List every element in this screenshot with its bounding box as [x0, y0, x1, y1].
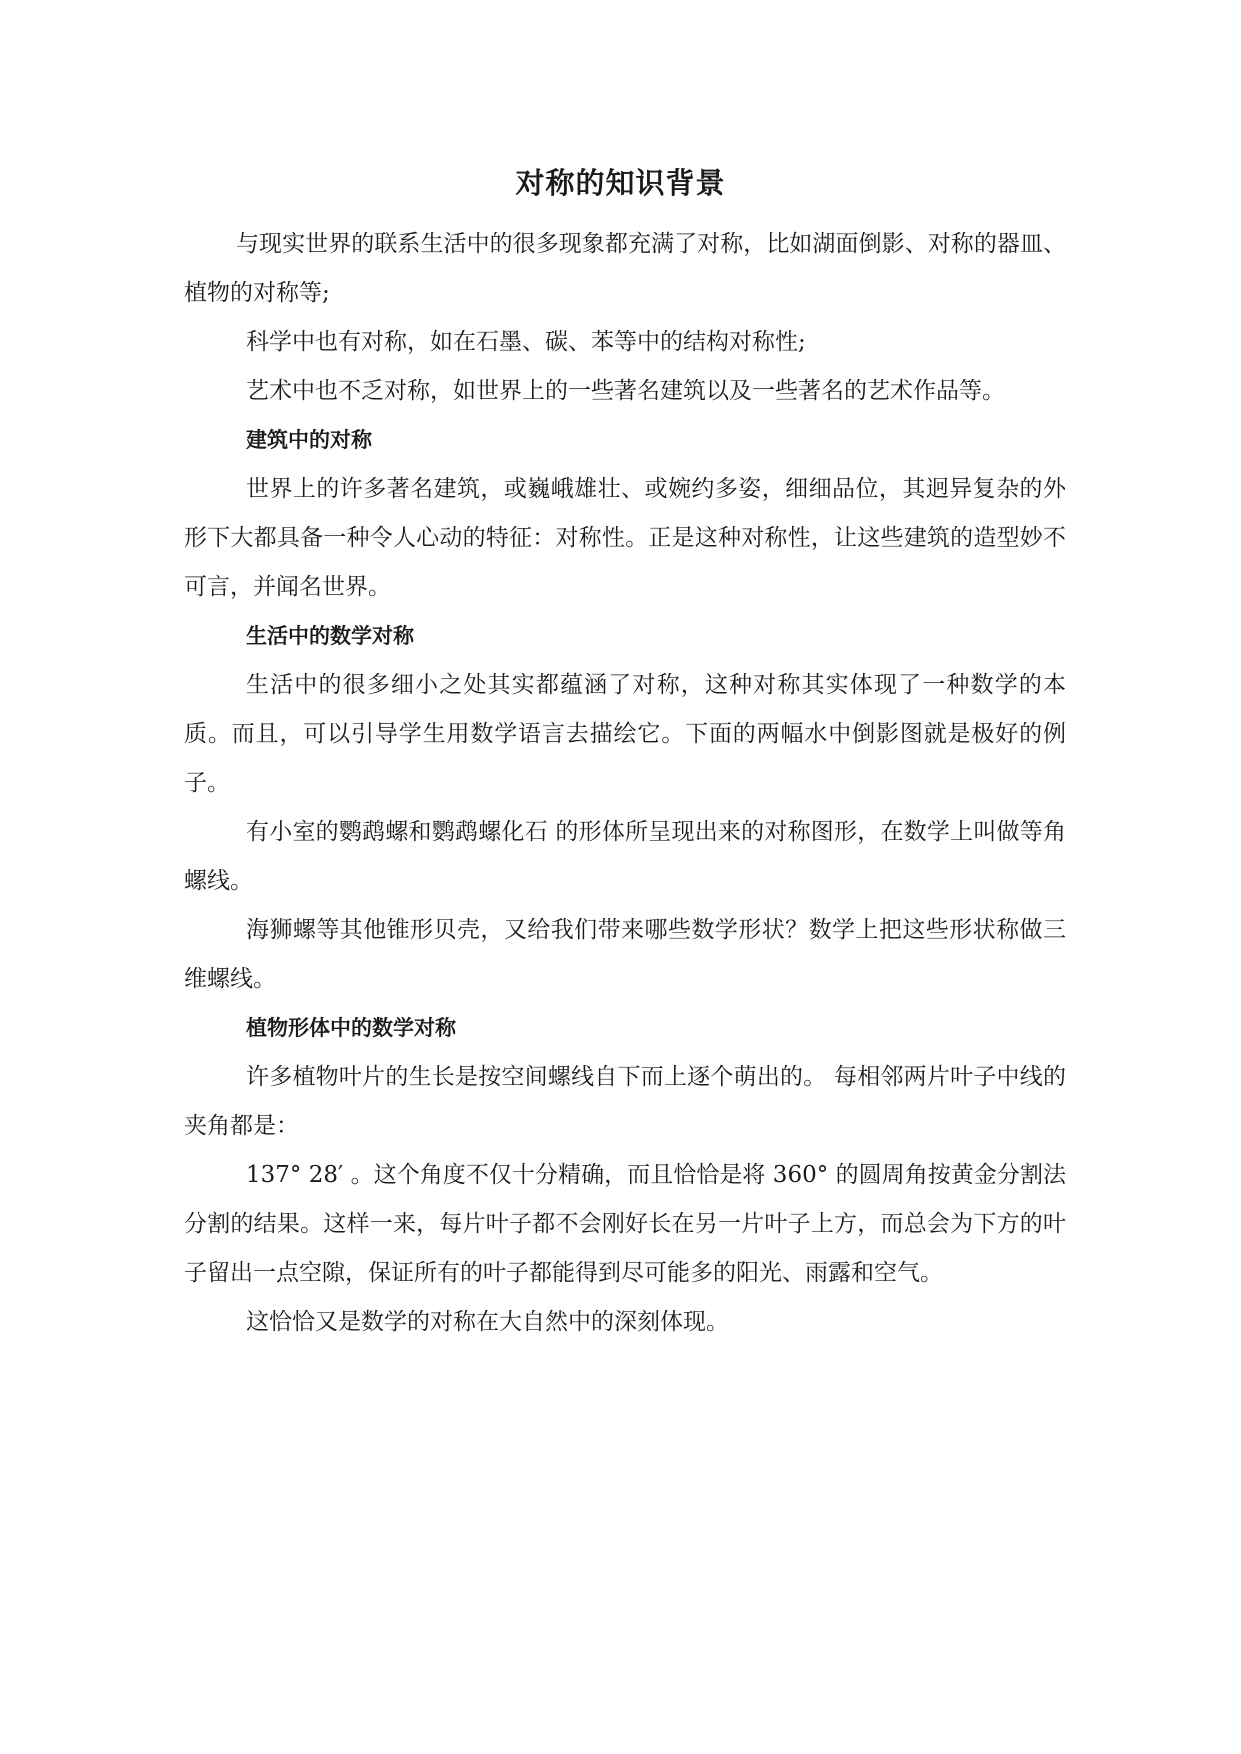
science-paragraph: 科学中也有对称，如在石墨、碳、苯等中的结构对称性;	[246, 329, 806, 355]
conclusion-paragraph: 这恰恰又是数学的对称在大自然中的深刻体现。	[246, 1309, 729, 1335]
intro-paragraph: 与现实世界的联系生活中的很多现象都充满了对称，比如湖面倒影、对称的器皿、植物的对称等;	[184, 231, 1066, 306]
architecture-paragraph: 世界上的许多著名建筑，或巍峨雄壮、或婉约多姿，细细品位，其迥异复杂的外形下大都具备一种令人心动的特征：对称性。正是这种对称性，让这些建筑的造型妙不可言，并闻名世界。	[184, 476, 1066, 600]
golden-angle-paragraph: 137° 28′ 。这个角度不仅十分精确，而且恰恰是将 360° 的圆周角按黄金分割法分割的结果。这样一来，每片叶子都不会刚好长在另一片叶子上方，而总会为下方的叶子留出一点空隙，保证所有的叶子都能得到尽可能多的阳光、雨露和空气。	[184, 1162, 1066, 1286]
section-heading-daily-life: 生活中的数学对称	[246, 624, 414, 648]
section-heading-architecture: 建筑中的对称	[246, 428, 372, 452]
leaf-growth-paragraph: 许多植物叶片的生长是按空间螺线自下而上逐个萌出的。 每相邻两片叶子中线的夹角都是：	[184, 1064, 1066, 1139]
document-body	[184, 220, 1066, 1347]
document-title: 对称的知识背景	[515, 166, 726, 200]
daily-life-paragraph: 生活中的很多细小之处其实都蕴涵了对称，这种对称其实体现了一种数学的本质。而且，可以引导学生用数学语言去描绘它。下面的两幅水中倒影图就是极好的例子。	[184, 672, 1066, 796]
section-heading-plants: 植物形体中的数学对称	[246, 1016, 456, 1040]
nautilus-paragraph: 有小室的鹦鹉螺和鹦鹉螺化石 的形体所呈现出来的对称图形，在数学上叫做等角螺线。	[184, 819, 1066, 894]
sea-lion-snail-paragraph: 海狮螺等其他锥形贝壳，又给我们带来哪些数学形状？数学上把这些形状称做三维螺线。	[184, 917, 1066, 992]
art-paragraph: 艺术中也不乏对称，如世界上的一些著名建筑以及一些著名的艺术作品等。	[246, 378, 1005, 404]
